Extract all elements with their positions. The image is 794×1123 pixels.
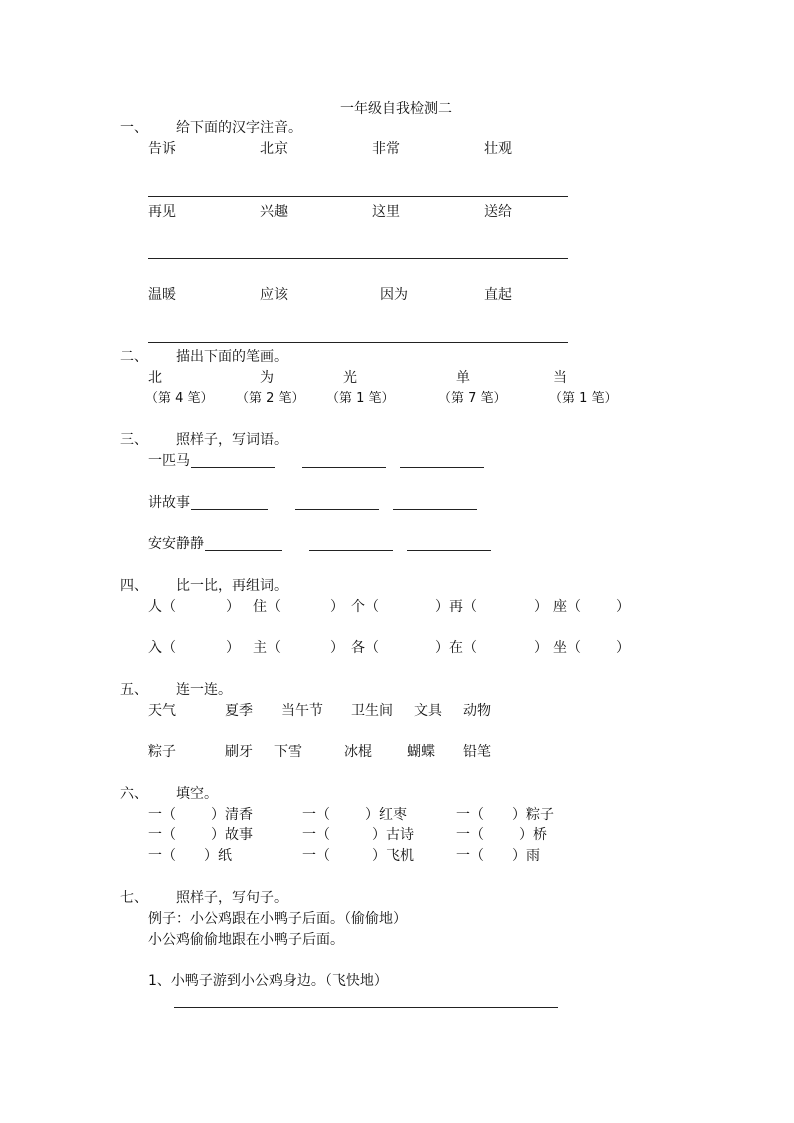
example-sentence: 例子：小公鸡跟在小鸭子后面。（偷偷地） xyxy=(148,911,407,927)
section-1-title: 给下面的汉字注音。 xyxy=(176,120,302,136)
example-word: 安安静静 xyxy=(148,536,204,552)
stroke-hint: （第 4 笔） xyxy=(145,391,214,406)
example-answer: 小公鸡偷偷地跟在小鸭子后面。 xyxy=(148,932,344,948)
answer-line[interactable] xyxy=(174,1007,558,1008)
match-item[interactable]: 卫生间 xyxy=(351,703,393,719)
stroke-hint: （第 1 笔） xyxy=(549,391,618,406)
compare-blank-end: ） xyxy=(330,599,344,615)
match-item[interactable]: 动物 xyxy=(463,703,491,719)
fill-word: ）红枣 xyxy=(365,807,407,823)
match-item[interactable]: 刷牙 xyxy=(225,744,253,760)
stroke-char: 当 xyxy=(553,370,567,386)
question-1: 1、小鸭子游到小公鸡身边。（飞快地） xyxy=(148,973,388,989)
section-3-number: 三、 xyxy=(120,432,148,448)
word: 温暖 xyxy=(148,287,176,303)
compare-blank-end: ） xyxy=(226,599,240,615)
section-5-title: 连一连。 xyxy=(176,682,232,698)
answer-line[interactable] xyxy=(407,550,491,551)
match-item[interactable]: 蝴蝶 xyxy=(407,744,435,760)
section-3-title: 照样子，写词语。 xyxy=(176,432,288,448)
section-1-number: 一、 xyxy=(120,120,148,136)
answer-line[interactable] xyxy=(148,196,568,197)
compare-blank-end: ） xyxy=(534,599,548,615)
fill-word: ）粽子 xyxy=(512,807,554,823)
word: 应该 xyxy=(260,287,288,303)
section-5-number: 五、 xyxy=(120,682,148,698)
fill-open: 一（ xyxy=(302,827,330,843)
word: 送给 xyxy=(484,204,512,220)
section-7-number: 七、 xyxy=(120,890,148,906)
answer-line[interactable] xyxy=(309,550,393,551)
fill-open: 一（ xyxy=(302,807,330,823)
fill-open: 一（ xyxy=(456,827,484,843)
word: 告诉 xyxy=(148,141,176,157)
compare-char: ）在（ xyxy=(435,640,477,656)
fill-word: ）雨 xyxy=(512,848,540,864)
word: 兴趣 xyxy=(260,204,288,220)
section-6-title: 填空。 xyxy=(176,786,218,802)
word: 壮观 xyxy=(484,141,512,157)
fill-word: ）桥 xyxy=(519,827,547,843)
match-item[interactable]: 冰棍 xyxy=(344,744,372,760)
stroke-char: 北 xyxy=(148,370,162,386)
fill-word: ）清香 xyxy=(211,807,253,823)
match-item[interactable]: 天气 xyxy=(148,703,176,719)
fill-open: 一（ xyxy=(456,848,484,864)
compare-char: 座（ xyxy=(553,599,581,615)
compare-blank-end: ） xyxy=(226,640,240,656)
section-4-title: 比一比，再组词。 xyxy=(176,578,288,594)
example-word: 一匹马 xyxy=(148,453,190,469)
fill-open: 一（ xyxy=(148,827,176,843)
compare-char: 主（ xyxy=(253,640,281,656)
answer-line[interactable] xyxy=(148,342,568,343)
answer-line[interactable] xyxy=(148,258,568,259)
fill-open: 一（ xyxy=(456,807,484,823)
fill-word: ）故事 xyxy=(211,827,253,843)
compare-char: ）再（ xyxy=(435,599,477,615)
stroke-hint: （第 2 笔） xyxy=(236,391,305,406)
stroke-char: 为 xyxy=(260,370,274,386)
fill-open: 一（ xyxy=(148,807,176,823)
stroke-hint: （第 1 笔） xyxy=(326,391,395,406)
match-item[interactable]: 粽子 xyxy=(148,744,176,760)
word: 直起 xyxy=(484,287,512,303)
fill-word: ）飞机 xyxy=(372,848,414,864)
word: 再见 xyxy=(148,204,176,220)
match-item[interactable]: 夏季 xyxy=(225,703,253,719)
section-2-number: 二、 xyxy=(120,349,148,365)
match-item[interactable]: 当午节 xyxy=(281,703,323,719)
stroke-hint: （第 7 笔） xyxy=(438,391,507,406)
word: 因为 xyxy=(380,287,408,303)
answer-line[interactable] xyxy=(191,509,268,510)
compare-blank-end: ） xyxy=(534,640,548,656)
answer-line[interactable] xyxy=(295,509,379,510)
match-item[interactable]: 铅笔 xyxy=(463,744,491,760)
fill-word: ）纸 xyxy=(204,848,232,864)
answer-line[interactable] xyxy=(400,467,484,468)
stroke-char: 光 xyxy=(343,370,357,386)
example-word: 讲故事 xyxy=(148,495,190,511)
section-7-title: 照样子，写句子。 xyxy=(176,890,288,906)
answer-line[interactable] xyxy=(205,550,282,551)
compare-char: 人（ xyxy=(148,599,176,615)
section-2-title: 描出下面的笔画。 xyxy=(176,349,288,365)
fill-word: ）古诗 xyxy=(372,827,414,843)
page-title: 一年级自我检测二 xyxy=(340,101,452,117)
word: 非常 xyxy=(372,141,400,157)
compare-char: 坐（ xyxy=(553,640,581,656)
word: 这里 xyxy=(372,204,400,220)
word: 北京 xyxy=(260,141,288,157)
compare-blank-end: ） xyxy=(330,640,344,656)
fill-open: 一（ xyxy=(302,848,330,864)
section-4-number: 四、 xyxy=(120,578,148,594)
section-6-number: 六、 xyxy=(120,786,148,802)
answer-line[interactable] xyxy=(302,467,386,468)
answer-line[interactable] xyxy=(191,467,275,468)
compare-char: 住（ xyxy=(253,599,281,615)
compare-blank-end: ） xyxy=(616,599,630,615)
match-item[interactable]: 下雪 xyxy=(274,744,302,760)
stroke-char: 单 xyxy=(456,370,470,386)
match-item[interactable]: 文具 xyxy=(414,703,442,719)
compare-blank-end: ） xyxy=(616,640,630,656)
compare-char: 入（ xyxy=(148,640,176,656)
compare-char: 个（ xyxy=(351,599,379,615)
answer-line[interactable] xyxy=(393,509,477,510)
fill-open: 一（ xyxy=(148,848,176,864)
compare-char: 各（ xyxy=(351,640,379,656)
